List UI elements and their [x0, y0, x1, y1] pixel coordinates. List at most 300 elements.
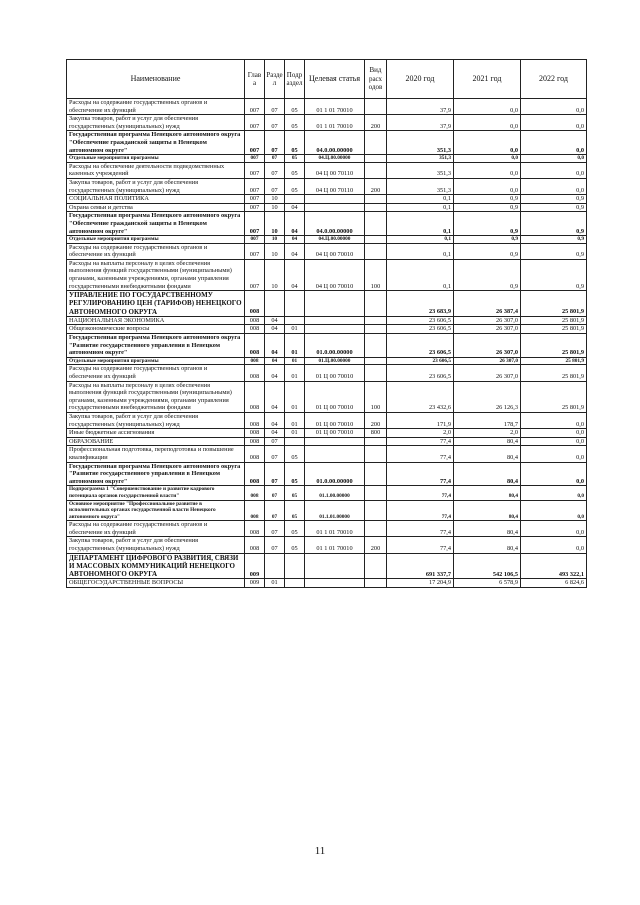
row-name: Государственная программа Ненецкого автономного округа "Развитие государственного управления в Ненецком автономном округе"	[67, 334, 245, 358]
row-glav: 007	[245, 162, 265, 178]
row-vid	[365, 99, 387, 115]
row-target: 04 Ц 00 70010	[305, 259, 365, 290]
row-2021: 26 307,0	[454, 316, 521, 325]
row-podrazdel: 05	[285, 521, 305, 537]
row-vid	[365, 155, 387, 163]
row-2021: 80,4	[454, 462, 521, 486]
row-target: 01.Ц.00.00000	[305, 357, 365, 365]
row-2021: 80,4	[454, 500, 521, 521]
row-target	[305, 325, 365, 334]
row-glav: 008	[245, 291, 265, 317]
row-vid	[365, 500, 387, 521]
row-podrazdel: 05	[285, 115, 305, 131]
row-vid	[365, 325, 387, 334]
table-row	[67, 365, 587, 381]
row-name: Закупка товаров, работ и услуг для обеспечения государственных (муниципальных) нужд	[67, 178, 245, 194]
row-glav: 008	[245, 334, 265, 358]
header-2021: 2021 год	[454, 60, 521, 99]
row-razdel: 04	[265, 412, 285, 428]
row-2021: 26 126,3	[454, 381, 521, 412]
row-glav: 008	[245, 537, 265, 553]
row-2021: 0,0	[454, 99, 521, 115]
row-vid	[365, 162, 387, 178]
row-glav: 007	[245, 99, 265, 115]
row-podrazdel: 01	[285, 357, 305, 365]
row-vid	[365, 521, 387, 537]
row-glav: 008	[245, 486, 265, 500]
row-name: Подпрограмма 1 "Совершенствование и развитие кадрового потенциала органов государственной власти"	[67, 486, 245, 500]
row-2020: 0,1	[387, 203, 454, 212]
row-2022: 0,0	[521, 537, 587, 553]
row-2021: 80,4	[454, 486, 521, 500]
row-razdel: 04	[265, 357, 285, 365]
row-razdel: 04	[265, 365, 285, 381]
row-razdel: 10	[265, 259, 285, 290]
row-vid: 100	[365, 381, 387, 412]
row-vid: 200	[365, 537, 387, 553]
row-vid	[365, 212, 387, 236]
row-2022: 0,0	[521, 500, 587, 521]
header-vid: Вид расх одов	[365, 60, 387, 99]
row-razdel: 10	[265, 212, 285, 236]
table-row	[67, 162, 587, 178]
table-row	[67, 259, 587, 290]
row-podrazdel	[285, 291, 305, 317]
page-number: 11	[314, 845, 326, 857]
row-target: 01 Ц 00 70010	[305, 412, 365, 428]
table-row	[67, 291, 587, 317]
row-podrazdel: 05	[285, 155, 305, 163]
row-vid: 200	[365, 412, 387, 428]
row-2020: 77,4	[387, 486, 454, 500]
row-2022: 0,9	[521, 236, 587, 244]
row-2021: 26 307,0	[454, 334, 521, 358]
table-row	[67, 381, 587, 412]
row-podrazdel	[285, 195, 305, 204]
row-2021: 178,7	[454, 412, 521, 428]
row-razdel: 07	[265, 162, 285, 178]
row-2020: 171,9	[387, 412, 454, 428]
row-name: Охрана семьи и детства	[67, 203, 245, 212]
table-row	[67, 579, 587, 588]
budget-table	[66, 59, 587, 588]
row-2020: 77,4	[387, 521, 454, 537]
table-header-row	[67, 60, 587, 99]
row-glav: 007	[245, 212, 265, 236]
row-razdel: 07	[265, 446, 285, 462]
row-razdel: 07	[265, 155, 285, 163]
row-2020: 691 337,7	[387, 553, 454, 579]
header-2020: 2020 год	[387, 60, 454, 99]
row-vid	[365, 437, 387, 446]
table-row	[67, 155, 587, 163]
row-2020: 351,3	[387, 178, 454, 194]
row-target: 04.Ц.00.00000	[305, 236, 365, 244]
row-2022: 0,0	[521, 99, 587, 115]
budget-table-sheet	[66, 59, 586, 588]
row-2022: 6 824,6	[521, 579, 587, 588]
table-row	[67, 446, 587, 462]
row-2022: 0,9	[521, 203, 587, 212]
row-2022: 0,0	[521, 412, 587, 428]
row-target: 01 1 01 70010	[305, 99, 365, 115]
table-row	[67, 195, 587, 204]
row-podrazdel: 05	[285, 162, 305, 178]
row-vid	[365, 316, 387, 325]
row-2020: 77,4	[387, 462, 454, 486]
row-2021: 80,4	[454, 437, 521, 446]
row-2021: 0,9	[454, 243, 521, 259]
row-razdel: 10	[265, 195, 285, 204]
row-2020: 23 606,5	[387, 365, 454, 381]
row-2021: 26 387,4	[454, 291, 521, 317]
row-2022: 0,0	[521, 521, 587, 537]
row-podrazdel: 05	[285, 462, 305, 486]
row-podrazdel	[285, 437, 305, 446]
row-glav: 008	[245, 316, 265, 325]
row-podrazdel	[285, 553, 305, 579]
row-2020: 0,1	[387, 212, 454, 236]
row-2021: 0,0	[454, 178, 521, 194]
row-2021: 26 307,0	[454, 357, 521, 365]
row-glav: 007	[245, 243, 265, 259]
row-name: Основное мероприятие "Профессиональное развитие в исполнительных органах государственной власти Ненецкого автономного округа"	[67, 500, 245, 521]
row-glav: 008	[245, 446, 265, 462]
row-name: Общеэкономические вопросы	[67, 325, 245, 334]
row-2022: 25 801,9	[521, 381, 587, 412]
row-vid	[365, 243, 387, 259]
row-podrazdel	[285, 316, 305, 325]
row-2020: 77,4	[387, 437, 454, 446]
table-body	[67, 99, 587, 588]
row-2020: 77,4	[387, 500, 454, 521]
row-2020: 23 606,5	[387, 334, 454, 358]
row-name: Отдельные мероприятия программы	[67, 236, 245, 244]
row-name: Расходы на выплаты персоналу в целях обеспечения выполнения функций государственными (муниципальными) органами, казенными учреждениями, органами управления государственными внебюджетными фондами	[67, 381, 245, 412]
row-name: Расходы на содержание государственных органов и обеспечение их функций	[67, 99, 245, 115]
row-target	[305, 553, 365, 579]
row-target	[305, 579, 365, 588]
row-glav: 008	[245, 365, 265, 381]
row-2022: 0,0	[521, 155, 587, 163]
row-2022: 25 801,9	[521, 291, 587, 317]
row-podrazdel: 01	[285, 381, 305, 412]
row-name: Профессиональная подготовка, переподготовка и повышение квалификации	[67, 446, 245, 462]
row-razdel: 04	[265, 334, 285, 358]
row-vid	[365, 334, 387, 358]
row-2022: 0,0	[521, 115, 587, 131]
row-2022: 0,0	[521, 446, 587, 462]
row-2020: 0,1	[387, 259, 454, 290]
header-glav: Глав а	[245, 60, 265, 99]
row-vid	[365, 446, 387, 462]
row-2022: 25 801,9	[521, 357, 587, 365]
row-2021: 80,4	[454, 537, 521, 553]
row-target: 01.1.01.00000	[305, 500, 365, 521]
row-2020: 0,1	[387, 195, 454, 204]
table-row	[67, 521, 587, 537]
row-target: 04 Ц 00 70010	[305, 243, 365, 259]
row-razdel	[265, 291, 285, 317]
row-glav: 007	[245, 115, 265, 131]
table-row	[67, 357, 587, 365]
row-glav: 008	[245, 462, 265, 486]
row-2022: 25 801,9	[521, 334, 587, 358]
row-vid	[365, 357, 387, 365]
row-razdel: 04	[265, 325, 285, 334]
row-target: 01 1 01 70010	[305, 537, 365, 553]
table-row	[67, 203, 587, 212]
row-vid	[365, 291, 387, 317]
row-2021: 0,0	[454, 162, 521, 178]
row-2022: 493 322,1	[521, 553, 587, 579]
row-podrazdel: 05	[285, 131, 305, 155]
row-name: Расходы на обеспечение деятельности подведомственных казенных учреждений	[67, 162, 245, 178]
table-row	[67, 115, 587, 131]
row-target: 01 1 01 70010	[305, 115, 365, 131]
row-glav: 007	[245, 155, 265, 163]
header-razdel: Разде л	[265, 60, 285, 99]
row-2021: 80,4	[454, 446, 521, 462]
row-2022: 0,9	[521, 195, 587, 204]
row-podrazdel: 05	[285, 178, 305, 194]
row-name: Отдельные мероприятия программы	[67, 357, 245, 365]
row-glav: 009	[245, 553, 265, 579]
row-podrazdel: 01	[285, 334, 305, 358]
row-vid	[365, 486, 387, 500]
row-name: Расходы на содержание государственных органов и обеспечение их функций	[67, 521, 245, 537]
row-target: 01.1.00.00000	[305, 486, 365, 500]
row-2021: 0,9	[454, 195, 521, 204]
row-razdel: 07	[265, 437, 285, 446]
row-2021: 0,0	[454, 115, 521, 131]
row-podrazdel: 01	[285, 325, 305, 334]
row-2021: 6 578,9	[454, 579, 521, 588]
row-2021: 26 307,0	[454, 325, 521, 334]
row-podrazdel: 05	[285, 500, 305, 521]
row-name: ОБЩЕГОСУДАРСТВЕННЫЕ ВОПРОСЫ	[67, 579, 245, 588]
row-target: 01 Ц 00 70010	[305, 381, 365, 412]
row-2022: 0,0	[521, 437, 587, 446]
row-2020: 77,4	[387, 446, 454, 462]
row-vid	[365, 131, 387, 155]
row-2020: 2,0	[387, 429, 454, 438]
row-vid	[365, 236, 387, 244]
row-2021: 0,9	[454, 259, 521, 290]
row-2022: 0,9	[521, 259, 587, 290]
row-podrazdel: 05	[285, 99, 305, 115]
row-name: Государственная программа Ненецкого автономного округа "Обеспечение гражданской защиты в Ненецком автономном округе"	[67, 131, 245, 155]
row-podrazdel: 05	[285, 446, 305, 462]
row-target	[305, 291, 365, 317]
row-2021: 2,0	[454, 429, 521, 438]
row-razdel: 07	[265, 115, 285, 131]
row-2020: 351,3	[387, 131, 454, 155]
row-2022: 0,0	[521, 131, 587, 155]
row-glav: 007	[245, 178, 265, 194]
row-target	[305, 446, 365, 462]
row-razdel: 01	[265, 579, 285, 588]
table-row	[67, 553, 587, 579]
row-2020: 23 606,5	[387, 316, 454, 325]
row-razdel: 07	[265, 537, 285, 553]
row-razdel: 07	[265, 486, 285, 500]
row-podrazdel: 04	[285, 212, 305, 236]
table-row	[67, 178, 587, 194]
header-2022: 2022 год	[521, 60, 587, 99]
table-row	[67, 500, 587, 521]
row-2020: 23 683,9	[387, 291, 454, 317]
row-2022: 25 801,9	[521, 325, 587, 334]
row-glav: 008	[245, 412, 265, 428]
row-2021: 0,9	[454, 236, 521, 244]
row-2020: 37,9	[387, 99, 454, 115]
row-name: УПРАВЛЕНИЕ ПО ГОСУДАРСТВЕННОМУ РЕГУЛИРОВАНИЮ ЦЕН (ТАРИФОВ) НЕНЕЦКОГО АВТОНОМНОГО ОКРУГА	[67, 291, 245, 317]
row-2022: 0,0	[521, 429, 587, 438]
row-razdel	[265, 553, 285, 579]
row-razdel: 04	[265, 316, 285, 325]
row-name: СОЦИАЛЬНАЯ ПОЛИТИКА	[67, 195, 245, 204]
row-razdel: 10	[265, 203, 285, 212]
row-target: 01.0.00.00000	[305, 462, 365, 486]
row-target: 01 Ц 00 70010	[305, 365, 365, 381]
row-target: 04 Ц 00 70110	[305, 162, 365, 178]
row-2021: 80,4	[454, 521, 521, 537]
row-razdel: 10	[265, 236, 285, 244]
row-2022: 0,9	[521, 243, 587, 259]
row-razdel: 07	[265, 178, 285, 194]
table-row	[67, 462, 587, 486]
row-podrazdel: 04	[285, 203, 305, 212]
row-2021: 26 307,0	[454, 365, 521, 381]
row-2020: 23 606,5	[387, 325, 454, 334]
header-podrazdel: Подр аздел	[285, 60, 305, 99]
row-2022: 0,0	[521, 486, 587, 500]
table-row	[67, 486, 587, 500]
row-glav: 007	[245, 236, 265, 244]
row-vid: 100	[365, 259, 387, 290]
row-target	[305, 195, 365, 204]
table-row	[67, 131, 587, 155]
row-name: Расходы на содержание государственных органов и обеспечение их функций	[67, 365, 245, 381]
row-glav: 009	[245, 579, 265, 588]
row-2021: 0,0	[454, 131, 521, 155]
row-razdel: 10	[265, 243, 285, 259]
row-glav: 008	[245, 521, 265, 537]
row-name: Государственная программа Ненецкого автономного округа "Развитие государственного управления в Ненецком автономном округе"	[67, 462, 245, 486]
row-vid	[365, 462, 387, 486]
table-row	[67, 236, 587, 244]
row-glav: 007	[245, 259, 265, 290]
row-2020: 77,4	[387, 537, 454, 553]
row-target: 01 1 01 70010	[305, 521, 365, 537]
table-row	[67, 429, 587, 438]
row-2020: 23 606,5	[387, 357, 454, 365]
header-name: Наименование	[67, 60, 245, 99]
table-row	[67, 537, 587, 553]
row-podrazdel: 04	[285, 236, 305, 244]
row-glav: 008	[245, 429, 265, 438]
row-name: Закупка товаров, работ и услуг для обеспечения государственных (муниципальных) нужд	[67, 412, 245, 428]
table-row	[67, 243, 587, 259]
row-name: Закупка товаров, работ и услуг для обеспечения государственных (муниципальных) нужд	[67, 537, 245, 553]
row-vid	[365, 365, 387, 381]
table-row	[67, 99, 587, 115]
table-row	[67, 325, 587, 334]
row-glav: 008	[245, 357, 265, 365]
row-target: 04.Ц.00.00000	[305, 155, 365, 163]
row-2021: 0,9	[454, 203, 521, 212]
row-2020: 23 432,6	[387, 381, 454, 412]
row-2022: 0,9	[521, 212, 587, 236]
row-2022: 25 801,9	[521, 316, 587, 325]
row-2022: 0,0	[521, 462, 587, 486]
row-razdel: 07	[265, 99, 285, 115]
row-2021: 542 106,5	[454, 553, 521, 579]
row-2020: 17 204,9	[387, 579, 454, 588]
row-vid: 800	[365, 429, 387, 438]
row-razdel: 07	[265, 462, 285, 486]
row-vid	[365, 553, 387, 579]
row-podrazdel: 05	[285, 486, 305, 500]
row-vid	[365, 579, 387, 588]
row-name: ДЕПАРТАМЕНТ ЦИФРОВОГО РАЗВИТИЯ, СВЯЗИ И МАССОВЫХ КОММУНИКАЦИЙ НЕНЕЦКОГО АВТОНОМНОГО ОКРУГА	[67, 553, 245, 579]
row-razdel: 04	[265, 429, 285, 438]
row-2022: 0,0	[521, 178, 587, 194]
row-vid: 200	[365, 115, 387, 131]
row-glav: 008	[245, 325, 265, 334]
row-2020: 0,1	[387, 243, 454, 259]
row-target: 01 Ц 00 70010	[305, 429, 365, 438]
row-name: Иные бюджетные ассигнования	[67, 429, 245, 438]
row-target	[305, 316, 365, 325]
row-razdel: 07	[265, 521, 285, 537]
row-name: Расходы на выплаты персоналу в целях обеспечения выполнения функций государственными (муниципальными) органами, казенными учреждениями, органами управления государственными внебюджетными фондами	[67, 259, 245, 290]
row-razdel: 04	[265, 381, 285, 412]
row-podrazdel: 01	[285, 365, 305, 381]
row-2020: 0,1	[387, 236, 454, 244]
row-glav: 008	[245, 500, 265, 521]
row-name: Государственная программа Ненецкого автономного округа "Обеспечение гражданской защиты в Ненецком автономном округе"	[67, 212, 245, 236]
row-glav: 007	[245, 131, 265, 155]
row-glav: 008	[245, 381, 265, 412]
row-name: Отдельные мероприятия программы	[67, 155, 245, 163]
row-glav: 007	[245, 203, 265, 212]
row-podrazdel: 04	[285, 259, 305, 290]
row-2020: 351,3	[387, 162, 454, 178]
header-target: Целевая статья	[305, 60, 365, 99]
row-2021: 0,0	[454, 155, 521, 163]
row-target: 04 Ц 00 70110	[305, 178, 365, 194]
row-glav: 007	[245, 195, 265, 204]
row-glav: 008	[245, 437, 265, 446]
row-razdel: 07	[265, 131, 285, 155]
row-name: НАЦИОНАЛЬНАЯ ЭКОНОМИКА	[67, 316, 245, 325]
row-2020: 351,3	[387, 155, 454, 163]
row-name: Расходы на содержание государственных органов и обеспечение их функций	[67, 243, 245, 259]
row-target	[305, 203, 365, 212]
row-vid: 200	[365, 178, 387, 194]
row-target: 04.0.00.00000	[305, 131, 365, 155]
row-2022: 0,0	[521, 162, 587, 178]
table-row	[67, 212, 587, 236]
row-podrazdel: 01	[285, 412, 305, 428]
row-name: Закупка товаров, работ и услуг для обеспечения государственных (муниципальных) нужд	[67, 115, 245, 131]
row-2020: 37,9	[387, 115, 454, 131]
table-row	[67, 334, 587, 358]
row-podrazdel: 01	[285, 429, 305, 438]
row-name: ОБРАЗОВАНИЕ	[67, 437, 245, 446]
